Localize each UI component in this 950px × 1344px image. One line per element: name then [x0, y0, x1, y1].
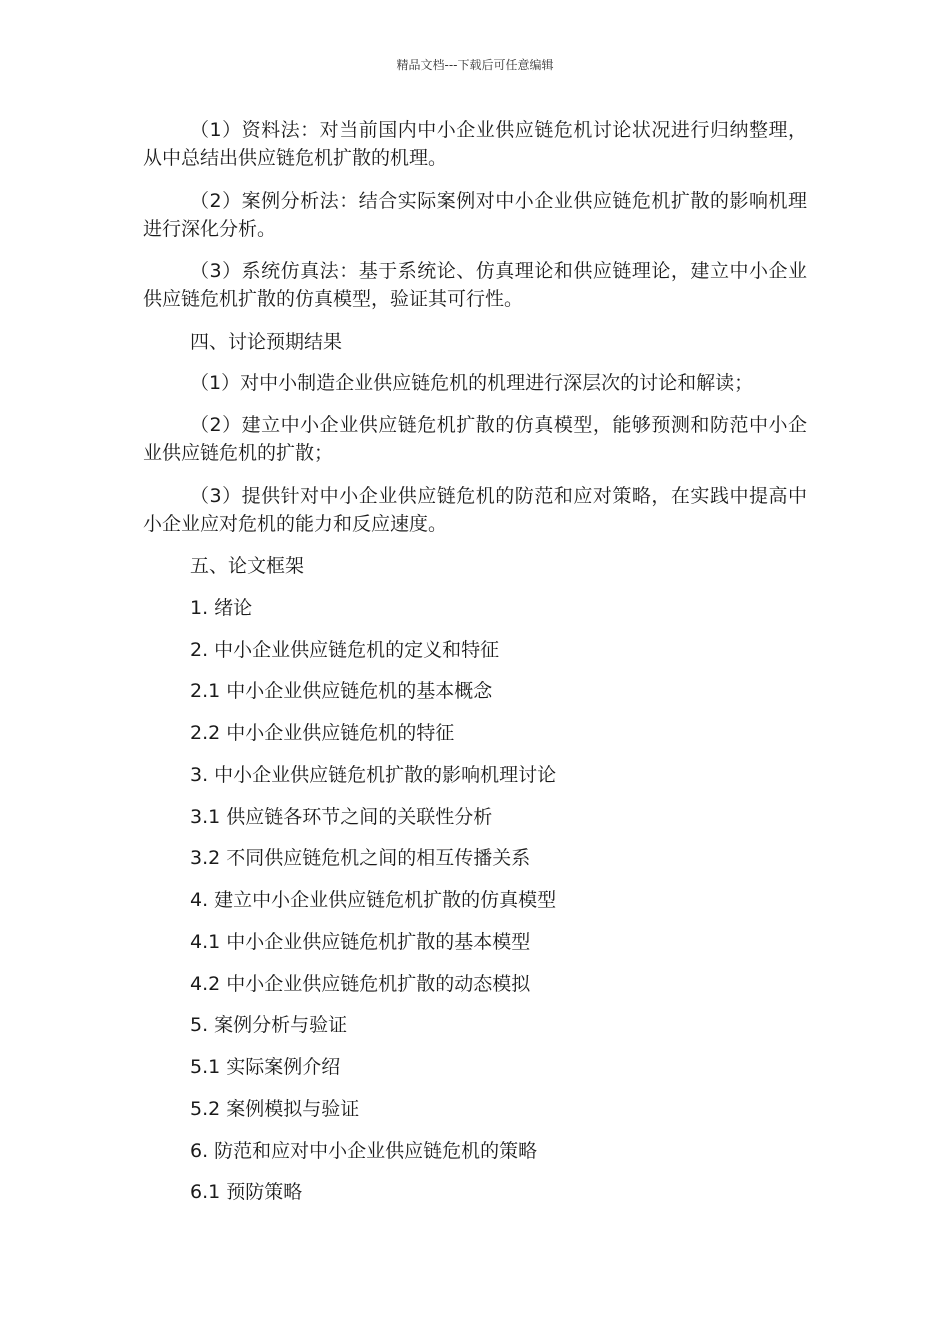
method-paragraph-1: （1）资料法：对当前国内中小企业供应链危机讨论状况进行归纳整理，从中总结出供应链危机扩散的机理。 [143, 119, 807, 169]
outline-item: 5.1 实际案例介绍 [190, 1056, 341, 1078]
outline-item: 3.1 供应链各环节之间的关联性分析 [190, 805, 493, 828]
outline-item: 2. 中小企业供应链危机的定义和特征 [190, 638, 500, 661]
expected-result-item-2: （2）建立中小企业供应链危机扩散的仿真模型，能够预测和防范中小企业供应链危机的扩散； [143, 414, 807, 464]
outline-item: 4. 建立中小企业供应链危机扩散的仿真模型 [190, 889, 557, 911]
outline-item: 2.2 中小企业供应链危机的特征 [190, 722, 455, 744]
outline-item: 3. 中小企业供应链危机扩散的影响机理讨论 [190, 763, 557, 786]
document-body [143, 116, 807, 1220]
outline-item: 4.2 中小企业供应链危机扩散的动态模拟 [190, 972, 531, 995]
method-paragraph-2: （2）案例分析法：结合实际案例对中小企业供应链危机扩散的影响机理进行深化分析。 [143, 189, 807, 240]
outline-item: 2.1 中小企业供应链危机的基本概念 [190, 680, 493, 703]
outline-item: 1. 绪论 [190, 596, 253, 619]
outline-item: 5.2 案例模拟与验证 [190, 1097, 360, 1120]
outline-item: 4.1 中小企业供应链危机扩散的基本模型 [190, 930, 531, 953]
expected-result-item-3: （3）提供针对中小企业供应链危机的防范和应对策略，在实践中提高中小企业应对危机的能力和反应速度。 [143, 484, 807, 535]
outline-item: 5. 案例分析与验证 [190, 1014, 348, 1037]
section-heading-expected-results: 四、讨论预期结果 [190, 330, 343, 353]
section-heading-thesis-framework: 五、论文框架 [190, 555, 305, 577]
expected-result-item-1: （1）对中小制造企业供应链危机的机理进行深层次的讨论和解读； [190, 372, 754, 395]
outline-item: 6.1 预防策略 [190, 1181, 303, 1204]
method-paragraph-3: （3）系统仿真法：基于系统论、仿真理论和供应链理论，建立中小企业供应链危机扩散的仿真模型，验证其可行性。 [143, 260, 807, 310]
outline-item: 6. 防范和应对中小企业供应链危机的策略 [190, 1139, 538, 1162]
page-header: 精品文档---下载后可任意编辑 [396, 58, 554, 72]
outline-item: 3.2 不同供应链危机之间的相互传播关系 [190, 847, 531, 870]
